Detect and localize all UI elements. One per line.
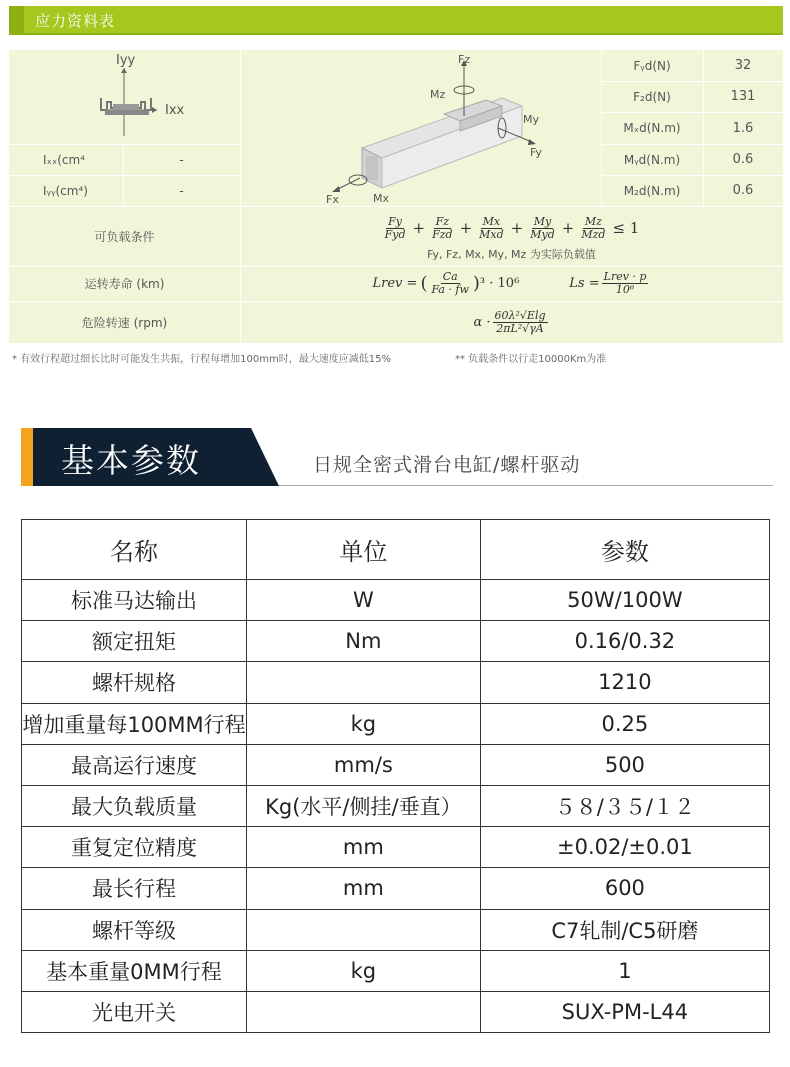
load-label-fyd: Fᵧd(N): [633, 58, 671, 73]
param-name: 最大负载质量: [22, 785, 247, 826]
ixx-row-value: -: [179, 152, 184, 167]
fx-label: Fx: [326, 193, 339, 206]
life-formula: Lrev = ( $\frac{Ca}{Fa \cdot fw}$ ) ³ · 10⁶ Ls = $\frac{\text{Lrev · p}}{\text{10⁶}}$: [372, 270, 647, 296]
param-unit: [246, 991, 480, 1032]
param-unit: Kg(水平/侧挂/垂直）: [246, 785, 480, 826]
critical-speed-label: 危险转速 (rpm): [81, 315, 168, 330]
header-unit: 单位: [246, 520, 480, 580]
param-unit: [246, 909, 480, 950]
param-value: 1: [480, 950, 769, 991]
table-row: [22, 744, 770, 785]
load-label-myd: Mᵧd(N.m): [623, 152, 681, 167]
table-row: [22, 827, 770, 868]
table-row: [22, 580, 770, 621]
table-row: [22, 662, 770, 703]
table-row: [22, 621, 770, 662]
param-name: 螺杆规格: [22, 662, 247, 703]
table-row: [22, 991, 770, 1032]
load-label-mxd: Mₓd(N.m): [623, 121, 681, 135]
load-value-fzd: 131: [730, 89, 756, 104]
param-value: 500: [480, 744, 769, 785]
param-value: ±0.02/±0.01: [480, 827, 769, 868]
load-label-fzd: F₂d(N): [633, 89, 671, 104]
param-unit: W: [246, 580, 480, 621]
param-name: 基本重量0MM行程: [22, 950, 247, 991]
header-value: 参数: [480, 520, 769, 580]
iyy-label: Iyy: [116, 53, 136, 68]
ixx-label: Ixx: [165, 103, 185, 118]
fy-label: Fy: [530, 146, 542, 159]
stress-table: [9, 50, 783, 343]
load-value-mxd: 1.6: [732, 120, 754, 136]
param-unit: kg: [246, 950, 480, 991]
header-orange-accent: [21, 428, 33, 486]
param-name: 增加重量每100MM行程: [22, 703, 247, 744]
load-label-mzd: M₂d(N.m): [623, 183, 681, 198]
params-section-header: [21, 428, 773, 488]
params-section-subtitle: 日规全密式滑台电缸/螺杆驱动: [313, 454, 581, 476]
header-divider: [279, 485, 773, 486]
ixx-row-label: Iₓₓ(cm⁴: [43, 152, 85, 167]
param-unit: Nm: [246, 621, 480, 662]
iyy-row-label: Iᵧᵧ(cm⁴): [43, 183, 88, 198]
stress-table-title: 应力资料表: [35, 12, 116, 30]
param-value: ５８/３５/１２: [480, 785, 769, 826]
my-label: My: [523, 113, 540, 126]
param-value: 0.25: [480, 703, 769, 744]
table-row: [22, 950, 770, 991]
mx-label: Mx: [373, 192, 390, 205]
rail-cross-section-diagram: [9, 50, 240, 144]
table-row: [22, 909, 770, 950]
param-name: 额定扭矩: [22, 621, 247, 662]
load-condition-label: 可负载条件: [94, 229, 155, 244]
param-unit: kg: [246, 703, 480, 744]
param-unit: mm: [246, 868, 480, 909]
table-row: [22, 785, 770, 826]
param-unit: mm: [246, 827, 480, 868]
param-name: 最长行程: [22, 868, 247, 909]
params-table: [21, 519, 770, 1033]
actuator-load-diagram: [240, 50, 601, 206]
header-accent-block: [9, 6, 24, 33]
fz-label: Fz: [458, 53, 471, 66]
params-section-title: 基本参数: [61, 441, 201, 480]
load-value-fyd: 32: [734, 58, 752, 73]
header-underline: [9, 33, 783, 35]
param-value: 50W/100W: [480, 580, 769, 621]
iyy-row-value: -: [179, 183, 184, 198]
table-row: [22, 703, 770, 744]
header-name: 名称: [22, 520, 247, 580]
load-value-mzd: 0.6: [732, 183, 754, 198]
param-value: 600: [480, 868, 769, 909]
param-name: 最高运行速度: [22, 744, 247, 785]
mz-label: Mz: [430, 88, 446, 101]
note-resonance: * 有效行程超过细长比时可能发生共振，行程每增加100mm时，最大速度应减低15%: [12, 354, 391, 365]
note-load-basis: ** 负载条件以行走10000Km为准: [455, 354, 607, 365]
table-row: [22, 868, 770, 909]
param-name: 光电开关: [22, 991, 247, 1032]
load-condition-note: Fy, Fz, Mx, My, Mz 为实际负载值: [427, 248, 596, 261]
param-value: C7轧制/C5研磨: [480, 909, 769, 950]
param-name: 螺杆等级: [22, 909, 247, 950]
load-condition-formula: $\frac{Fy}{\text{Fyd}}$ + $\frac{Fz}{\text{Fzd}}$ + $\frac{Mx}{\text{Mxd}}$ + $\frac{My}{\text{Myd}}$ + $\frac{Mz}{\text{Mzd}}$ ≤ 1: [384, 214, 640, 241]
param-value: 0.16/0.32: [480, 621, 769, 662]
param-value: 1210: [480, 662, 769, 703]
param-name: 标准马达输出: [22, 580, 247, 621]
load-value-myd: 0.6: [732, 152, 754, 167]
table-header-row: [22, 520, 770, 580]
param-unit: [246, 662, 480, 703]
critical-speed-formula: α · $\frac{\text{60λ²√Elg}}{\text{2πL²√γA}}$: [473, 308, 546, 335]
param-name: 重复定位精度: [22, 827, 247, 868]
life-label: 运转寿命 (km): [84, 277, 165, 291]
param-unit: mm/s: [246, 744, 480, 785]
param-value: SUX-PM-L44: [480, 991, 769, 1032]
stress-table-header: [9, 6, 783, 33]
